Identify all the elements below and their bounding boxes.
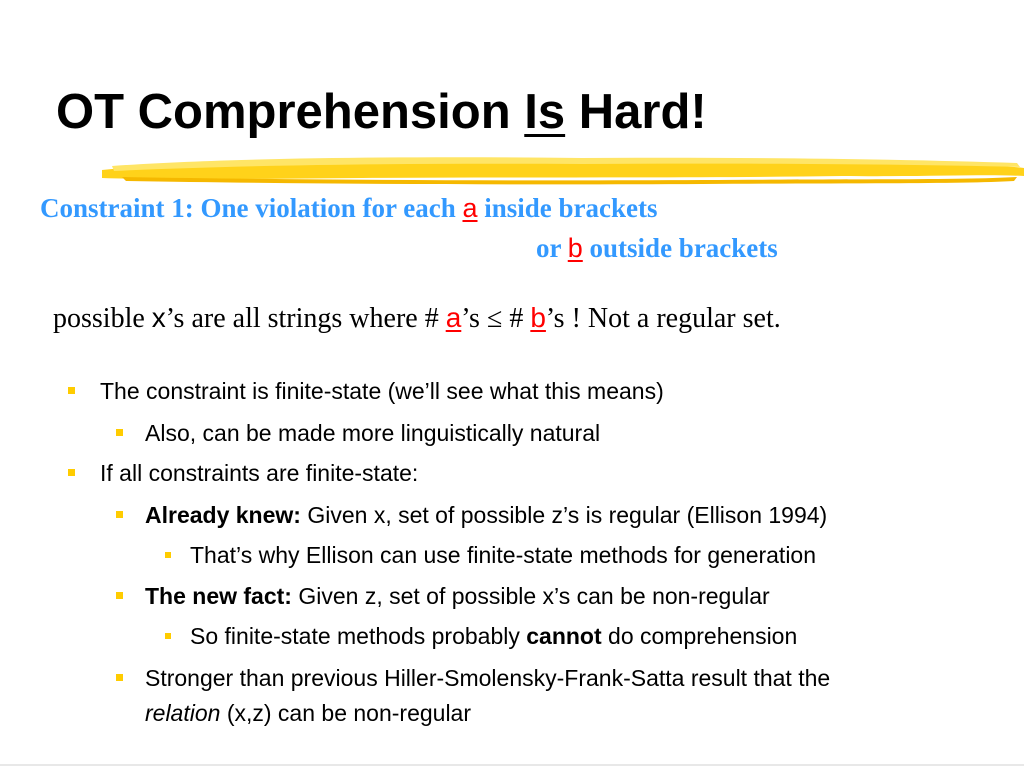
bullet-bold-text: Already knew: [145, 502, 301, 528]
variable-x: x [151, 302, 166, 333]
footer-divider [0, 764, 1024, 766]
title-text-after: Hard! [565, 85, 707, 139]
constraint-text: or [536, 233, 568, 263]
statement-text: ’s are all strings where # [165, 303, 446, 334]
bullet-item [190, 622, 797, 650]
bullet-marker-icon [116, 592, 123, 599]
statement-text: ’s ≤ # [461, 303, 531, 334]
bullet-item [145, 664, 830, 692]
possible-strings-statement [53, 302, 781, 335]
bullet-marker-icon [68, 387, 75, 394]
bullet-bold-text: The new fact: [145, 583, 292, 609]
bullet-marker-icon [165, 552, 171, 558]
symbol-a: a [462, 193, 478, 223]
constraint-line-1 [40, 193, 658, 224]
bullet-italic-text: relation [145, 700, 221, 726]
symbol-b: b [530, 302, 546, 333]
bullet-text: Given z, set of possible x’s can be non-regular [291, 583, 770, 609]
bullet-text: (x,z) can be non-regular [220, 700, 472, 726]
bullet-continuation [145, 699, 471, 727]
bullet-text: The constraint is finite-state (we’ll see what this means) [100, 378, 664, 404]
bullet-text: Stronger than previous Hiller-Smolensky-Frank-Satta result that the [145, 665, 831, 691]
title-underlined-word: Is [524, 85, 566, 139]
constraint-text: inside brackets [477, 193, 658, 223]
bullet-text: Given x, set of possible z’s is regular (Ellison 1994) [300, 502, 828, 528]
bullet-item [100, 377, 664, 405]
constraint-line-2 [536, 233, 778, 264]
bullet-bold-text: cannot [526, 623, 602, 649]
statement-text: ’s ! Not a regular set. [545, 303, 781, 334]
bullet-text: If all constraints are finite-state: [100, 460, 419, 486]
bullet-text: Also, can be made more linguistically natural [145, 420, 601, 446]
statement-text: possible [53, 303, 152, 334]
bullet-marker-icon [116, 511, 123, 518]
bullet-marker-icon [116, 674, 123, 681]
symbol-a: a [445, 302, 462, 333]
bullet-marker-icon [68, 469, 75, 476]
bullet-text: That’s why Ellison can use finite-state methods for generation [190, 542, 817, 568]
symbol-b: b [567, 233, 583, 263]
bullet-marker-icon [165, 633, 171, 639]
bullet-item [145, 419, 600, 447]
bullet-marker-icon [116, 429, 123, 436]
bullet-item [145, 501, 827, 529]
bullet-item [190, 541, 816, 569]
bullet-text: do comprehension [601, 623, 798, 649]
slide-title [56, 86, 707, 140]
title-text-before: OT Comprehension [56, 85, 525, 139]
bullet-text: So finite-state methods probably [190, 623, 527, 649]
constraint-text: outside brackets [582, 233, 778, 263]
constraint-text: Constraint 1: One violation for each [40, 193, 463, 223]
bullet-item [100, 459, 418, 487]
bullet-item [145, 582, 770, 610]
highlighter-stroke [102, 150, 1024, 186]
